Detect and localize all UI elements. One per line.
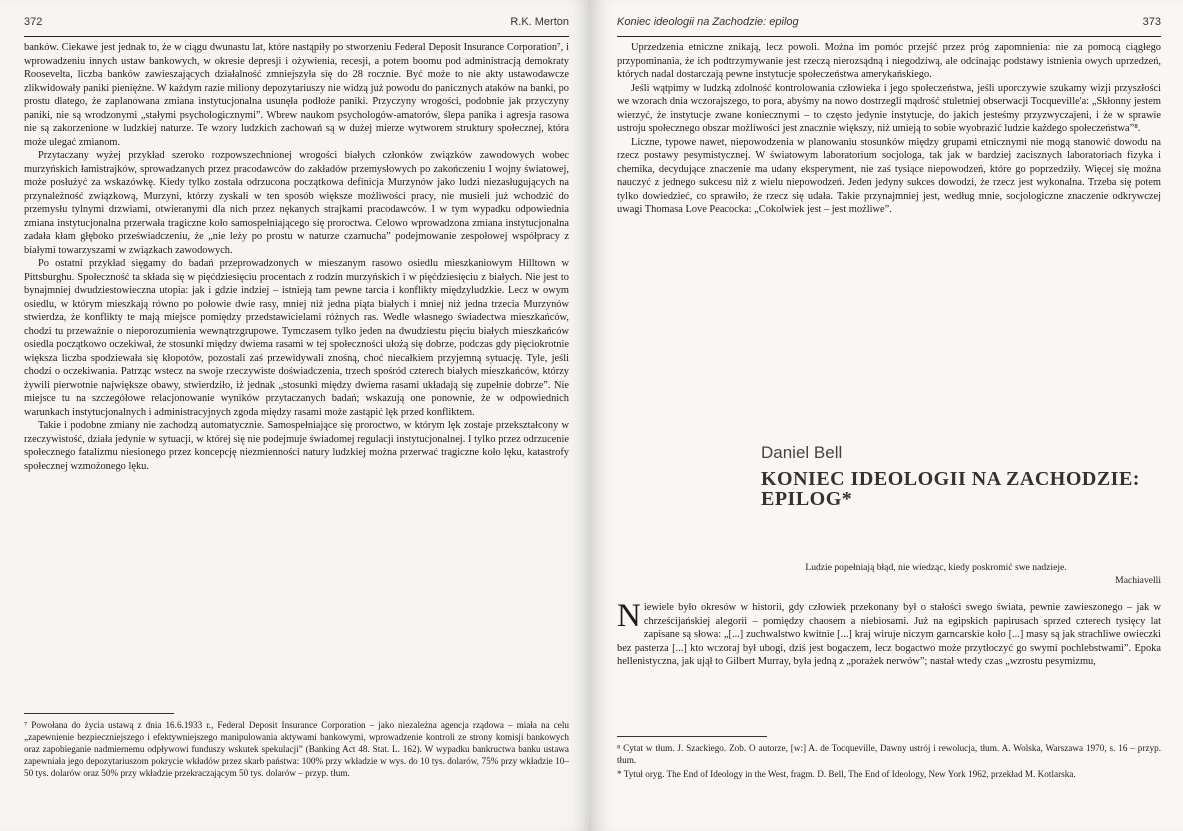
chapter-title-line2: EPILOG*: [761, 488, 853, 510]
left-body-text: [24, 41, 569, 473]
right-page-number: 373: [1142, 16, 1161, 28]
right-paragraph: Liczne, typowe nawet, niepowodzenia w planowaniu stosunków między grupami etnicznymi nie mogą stanowić dowodu na rzecz postawy pesymistycznej. W światowym laboratorium socjologa, tak jak w bardziej zacisznych laboratoriach fizyka i chemika, decydujące znaczenie ma udany eksperyment, nie zaś tysiące niepowodzeń, które go poprzedziły. Więcej się można nauczyć z jednego sukcesu niż z wielu niepowodzeń. Jeden jedyny sukces dowodzi, że rzecz jest wykonalna. Trzeba się potem tylko dowiedzieć, co sprawiło, że rzecz się udała. Takie przynajmniej jest, według mnie, socjologiczne znaczenie odkrywczej uwagi Thomasa Love Peacocka: „Cokolwiek jest – jest możliwe”.: [617, 136, 1161, 215]
right-page: [591, 0, 1183, 831]
left-paragraph: Przytaczany wyżej przykład szeroko rozpowszechnionej wrogości białych członków związków zawodowych wobec murzyńskich łamistrajków, sprowadzanych przez pracodawców do zakładów przemysłowych po zakończeniu I wojny światowej, może posłużyć za wskazówkę. Kiedy tylko została odrzucona początkowa definicja Murzynów jako ludzi niezasługujących na przynależność związkową, Murzyni, którzy zyskali w ten sposób większe możliwości pracy, nie musieli już wchodzić do przemysłu tylnymi drzwiami, otwieranymi dla nich przez nękanych strajkami pracodawców. I w tym wypadku odpowiednia zmiana instytucjonalna przerwała tragiczne koło samospełniającego się proroctwa. Celowo wprowadzona zmiana instytucjonalna zadała kłam głęboko przeświadczeniu, że „nie leży po prostu w naturze czarnucha” podejmowanie zespołowej współpracy z białymi towarzyszami w związkach zawodowych.: [24, 150, 569, 256]
drop-cap: N: [617, 598, 641, 634]
right-body-text: [617, 41, 1161, 217]
opening-paragraph: [617, 598, 1161, 669]
left-page: [0, 0, 591, 831]
right-footnotes: [617, 736, 1161, 782]
left-running-title: R.K. Merton: [510, 16, 569, 28]
footnote-rule: [617, 736, 767, 737]
right-running-head: [617, 16, 1161, 37]
epigraph-quote: Ludzie popełniają błąd, nie wiedząc, kiedy poskromić swe nadzieje.: [805, 562, 1067, 573]
chapter-title-line1: KONIEC IDEOLOGII NA ZACHODZIE:: [761, 468, 1140, 490]
epigraph-source: Machiavelli: [1115, 575, 1161, 586]
footnote-rule: [24, 713, 174, 714]
footnote: ⁸ Cytat w tłum. J. Szackiego. Zob. O autorze, [w:] A. de Tocqueville, Dawny ustrój i rewolucja, tłum. A. Wolska, Warszawa 1970, s. 16 – przyp. tłum.: [617, 743, 1161, 765]
right-paragraph: Uprzedzenia etniczne znikają, lecz powoli. Można im pomóc przejść przez próg zapomnienia: nie za pomocą ciągłego przypominania, że ich podtrzymywanie jest rzeczą nierozsądną i niegodziwą, ale odcinając podstawy istnienia owych uprzedzeń, których nadal dostarczają pewne instytucje społeczeństwa amerykańskiego.: [617, 42, 1161, 80]
opening-text: iewiele było okresów w historii, gdy człowiek przekonany był o stałości swego świata, pewnie zawieszonego – jak w chrześcijańskiej alegorii – pomiędzy chaosem a niebiosami. Już na egipskich papirusach sprzed czterech tysięcy lat zapisane są słowa: „[...] zuchwalstwo kwitnie [...] kraj wiruje niczym garncarskie koło [...] masy są jak strachliwe owieczki bez pasterza [...] kto wczoraj był ubogi, dziś jest bogaczem, lecz bogactwo może przytłoczyć go swymi pochlebstwami”. Epoka hellenistyczna, jak ujął to Gilbert Murray, była jedną z „porażek nerwów”; nastał wtedy czas „wzrostu pesymizmu,: [617, 602, 1161, 667]
left-running-head: [24, 16, 569, 37]
left-page-number: 372: [24, 16, 43, 28]
left-footnotes: [24, 713, 569, 781]
epigraph: [711, 561, 1161, 587]
footnote: ⁷ Powołana do życia ustawą z dnia 16.6.1933 r., Federal Deposit Insurance Corporation – jako niezależna agencja rządowa – miała na celu „zapewnienie bezpieczniejszego i efektywniejszego manipulowania aktywami bankowymi, wprowadzenie kontroli ze strony komisji bankowych oraz zapobieganie nadmiernemu odpływowi funduszy wskutek spekulacji” (Banking Act 48. Stat. L. 162). W wypadku bankructwa banku ustawa zapewniała jego depozytariuszom pokrycie wkładów przez skarb państwa: 100% przy wkładzie w wys. do 10 tys. dolarów, 75% przy wkładzie 10–50 tys. dolarów oraz 50% przy wkładzie przekraczającym 50 tys. dolarów – przyp. tłum.: [24, 720, 569, 778]
chapter-author: Daniel Bell: [761, 443, 843, 462]
left-paragraph: Po ostatni przykład sięgamy do badań przeprowadzonych w mieszanym rasowo osiedlu mieszkaniowym Hilltown w Pittsburghu. Społeczność ta składa się w pięćdziesięciu procentach z rodzin murzyńskich i w pięćdziesięciu z białych. Nie jest to bynajmniej dwudziestowieczna utopia: jak i gdzie indziej – istnieją tam pewne tarcia i konflikty międzyludzkie. Lecz w owym osiedlu, w którym mieszkają równo po połowie dwie rasy, mniej niż jedna piąta białych i mniej niż jedna trzecia Murzynów stwierdza, że konflikty te mają miejsce pomiędzy przedstawicielami różnych ras. Wedle własnego świadectwa mieszkańców, chodzi tu przeważnie o nieporozumienia wewnątrzgrupowe. Tymczasem tylko jeden na dwudziestu pięciu białych mieszkańców osiedla początkowo oczekiwał, że stosunki między dwiema rasami w tej społeczności ułożą się dobrze, podczas gdy pięciokrotnie większa liczba spodziewała się kłopotów, pozostali zaś przewidywali znośną, choć niecałkiem przyjemną sytuację. Tyle, jeśli chodzi o oczekiwania. Patrząc wstecz na swoje rzeczywiste doświadczenia, trzech spośród czterech białych mieszkańców, którzy żywili pierwotnie największe obawy, stwierdziło, iż jednak „stosunki między dwiema rasami układają się zupełnie dobrze”. Nie miejsce tu na szczegółowe relacjonowanie wyników przytaczanych badań; wskazują one ponownie, że w odpowiednich warunkach instytucjonalnych i administracyjnych zgoda między rasami może zastąpić lęk przed konfliktem.: [24, 258, 569, 418]
opening-section: [617, 598, 1161, 669]
left-paragraph: banków. Ciekawe jest jednak to, że w ciągu dwunastu lat, które nastąpiły po stworzeniu Federal Deposit Insurance Corporation⁷, i wprowadzeniu innych ustaw bankowych, w okresie depresji i ożywienia, recesji, a potem boomu pod administracją demokraty Roosevelta, liczba banków zawieszających działalność zmniejszyła się do 28 rocznie. Być może to nie akty ustawodawcze zlikwidowały paniki pieniężne. W każdym razie miliony depozytariuszy nie widzą już powodu do panicznych ataków na banki, po prostu dlatego, że zaplanowana zmiana instytucjonalna usunęła podłoże paniki. Przyczyny wrogości, podobnie jak przyczyny paniki, nie są wrodzonymi „stałymi psychologicznymi”. Wbrew naukom psychologów-amatorów, ślepa panika i agresja rasowa nie są zakorzenione w ludzkiej naturze. Te wzory ludzkich zachowań są w dużej mierze wytworem struktury społecznej, która może ulegać zmianom.: [24, 42, 569, 148]
left-paragraph: Takie i podobne zmiany nie zachodzą automatycznie. Samospełniające się proroctwo, w którym lęk zostaje przekształcony w rzeczywistość, działa jedynie w sytuacji, w której się nie podejmuje świadomej regulacji instytucjonalnej. I tylko przez odrzucenie społecznego fatalizmu niesionego przez koncepcję niezmienności natury ludzkiej można przerwać tragiczne koło lęku, katastrofy społecznej wzmożonego lęku.: [24, 420, 569, 472]
footnote: * Tytuł oryg. The End of Ideology in the West, fragm. D. Bell, The End of Ideology, New York 1962, przekład M. Kotlarska.: [617, 769, 1076, 779]
right-paragraph: Jeśli wątpimy w ludzką zdolność kontrolowania człowieka i jego społeczeństwa, jeśli uporczywie szukamy wizji przyszłości we wzorach dnia wczorajszego, to pora, abyśmy na nowo dostrzegli mądrość stuletniej obserwacji Tocqueville'a: „Skłonny jestem wierzyć, że instytucje zwane koniecznymi – to często jedynie instytucje, do jakich jesteśmy przyzwyczajeni, i że w sprawie ustroju społecznego obszar możliwości jest znacznie większy, niż umieją to sobie wyobrazić ludzie każdego społeczeństwa”⁸.: [617, 82, 1161, 134]
right-running-title: Koniec ideologii na Zachodzie: epilog: [617, 16, 799, 28]
chapter-heading: [761, 443, 1161, 509]
